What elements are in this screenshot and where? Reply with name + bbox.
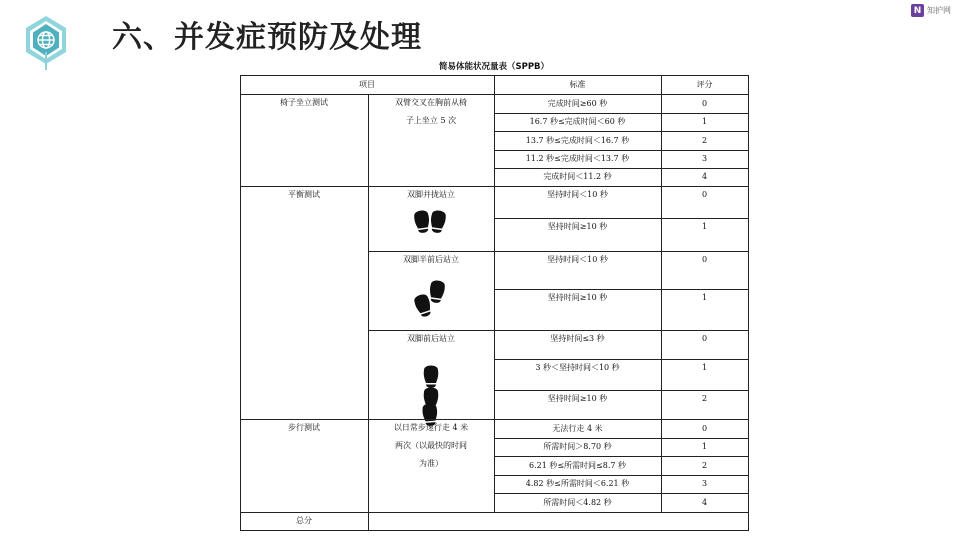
sppb-table [240, 75, 748, 530]
standard-cell: 16.7 秒≤完成时间＜60 秒 [529, 117, 626, 126]
total-label: 总分 [296, 516, 312, 525]
brand-logo: N [911, 4, 924, 17]
sub-test-rule [368, 330, 748, 331]
table-right-border [748, 75, 749, 530]
row-rule [494, 475, 748, 476]
row-rule [494, 456, 748, 457]
standard-cell: 4.82 秒≤所需时间＜6.21 秒 [525, 479, 630, 488]
test-name-line: 为准） [419, 459, 443, 468]
score-cell: 3 [701, 479, 708, 488]
row-rule [494, 218, 748, 219]
score-cell: 4 [701, 172, 708, 181]
score-cell: 0 [701, 423, 708, 433]
category-label: 平衡测试 [288, 190, 320, 199]
test-name-line: 两次（以最快的时间 [395, 441, 467, 450]
standard-cell: 13.7 秒≤完成时间＜16.7 秒 [525, 135, 630, 145]
standard-cell: 坚持时间≥10 秒 [547, 222, 608, 231]
footprint-tandem-icon [368, 364, 494, 430]
row-rule [494, 359, 748, 360]
page-title: 六、并发症预防及处理 [112, 20, 422, 55]
category-label: 椅子坐立测试 [280, 98, 328, 107]
standard-cell: 坚持时间＜10 秒 [547, 255, 608, 264]
standard-cell: 无法行走 4 米 [552, 423, 603, 433]
standard-cell: 坚持时间≥10 秒 [547, 293, 608, 302]
score-cell: 4 [701, 497, 708, 507]
sub-test-rule [368, 251, 748, 252]
score-cell: 2 [701, 394, 708, 403]
standard-cell: 完成时间≥60 秒 [547, 98, 608, 108]
header-score: 评分 [696, 80, 713, 89]
standard-cell: 3 秒＜坚持时间＜10 秒 [535, 363, 620, 372]
section-rule [240, 419, 748, 420]
standard-cell: 6.21 秒≤所需时间≤8.7 秒 [528, 460, 627, 470]
standard-cell: 所需时间＜4.82 秒 [543, 497, 612, 507]
section-rule [240, 186, 748, 187]
brand-watermark [911, 4, 951, 17]
score-cell: 2 [701, 460, 708, 470]
score-cell: 0 [701, 190, 708, 199]
score-cell: 1 [701, 293, 708, 302]
standard-cell: 坚持时间≤3 秒 [550, 334, 605, 343]
test-name-line: 双脚半前后站立 [403, 255, 459, 264]
test-name-line: 双脚前后站立 [407, 334, 455, 343]
test-name-line: 子上坐立 5 次 [405, 116, 457, 125]
footprint-semi-tandem-icon [368, 279, 494, 323]
row-rule [494, 113, 748, 114]
footprint-side-by-side-icon [368, 206, 494, 246]
row-rule [494, 438, 748, 439]
table-bottom-border [240, 530, 749, 531]
section-rule [240, 512, 748, 513]
score-cell: 1 [701, 363, 708, 372]
score-cell: 0 [701, 255, 708, 264]
table-left-border [240, 75, 241, 530]
score-cell: 0 [701, 334, 708, 343]
row-rule [494, 289, 748, 290]
standard-cell: 11.2 秒≤完成时间＜13.7 秒 [525, 154, 630, 163]
title-accent-line [45, 52, 47, 70]
standard-cell: 所需时间＞8.70 秒 [543, 442, 612, 451]
column-rule [368, 512, 369, 530]
score-cell: 3 [701, 154, 708, 163]
standard-cell: 坚持时间＜10 秒 [547, 190, 608, 199]
table-title: 简易体能状况量表（SPPB） [438, 62, 550, 72]
test-name-line: 双脚并拢站立 [407, 190, 455, 199]
standard-cell: 坚持时间≥10 秒 [547, 394, 608, 403]
score-cell: 1 [701, 442, 708, 451]
header-standard: 标准 [569, 80, 586, 89]
row-rule [494, 493, 748, 494]
header-item: 项目 [359, 80, 375, 89]
row-rule [494, 390, 748, 391]
row-rule [494, 131, 748, 132]
score-cell: 2 [701, 135, 708, 145]
score-cell: 1 [701, 117, 708, 126]
standard-cell: 完成时间＜11.2 秒 [543, 172, 612, 181]
score-cell: 0 [701, 98, 708, 108]
test-name-line: 以日常步速行走 4 米 [393, 423, 469, 432]
category-label: 步行测试 [288, 423, 320, 432]
row-rule [494, 168, 748, 169]
score-cell: 1 [701, 222, 708, 231]
test-name-line: 双臂交叉在胸前从椅 [395, 98, 467, 107]
row-rule [494, 150, 748, 151]
brand-name: 知护网 [927, 6, 951, 15]
